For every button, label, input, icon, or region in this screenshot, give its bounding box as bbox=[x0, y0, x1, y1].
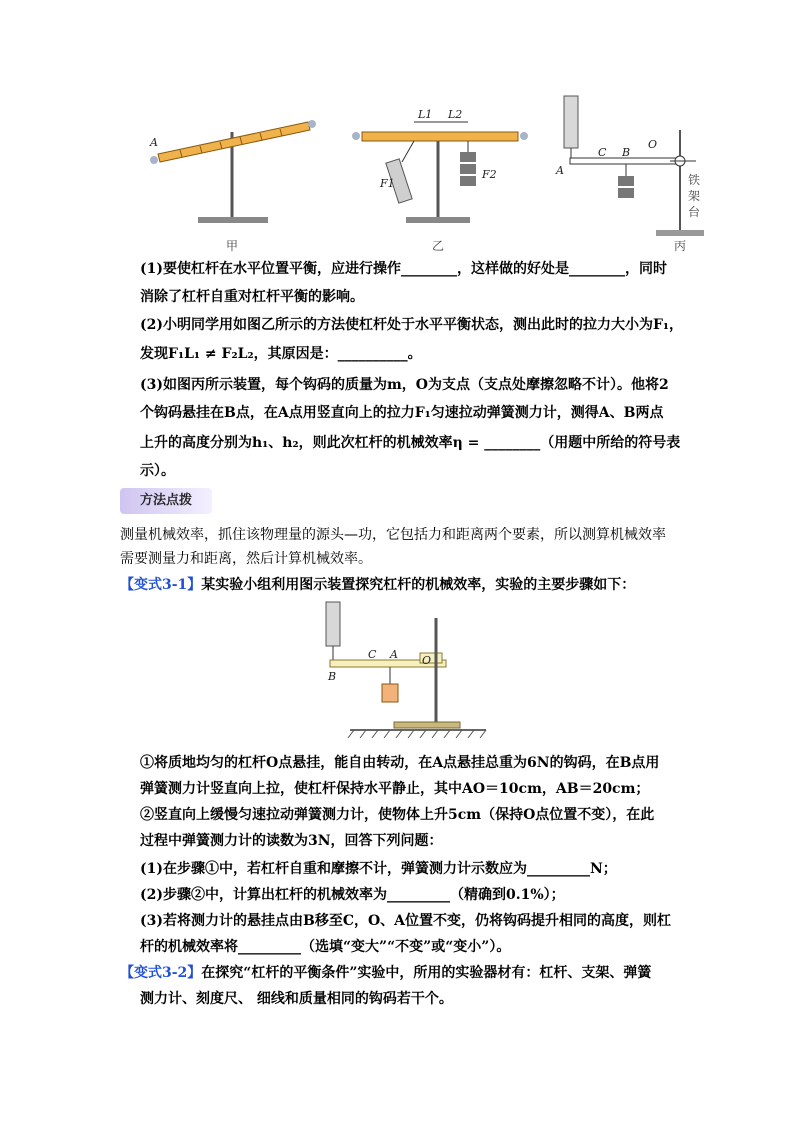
label-l2: L2 bbox=[448, 108, 463, 121]
variant2-heading bbox=[120, 962, 651, 982]
caption-bing: 丙 bbox=[674, 239, 687, 253]
fig-label-a: A bbox=[390, 648, 398, 661]
q3-line-d: 示）。 bbox=[140, 463, 175, 479]
method-badge: 方法点拨 bbox=[120, 488, 212, 514]
variant1-tag: 【变式3-1】 bbox=[120, 577, 202, 593]
part2-line: (2)步骤②中，计算出杠杆的机械效率为_________（精确到0.1%）； bbox=[140, 887, 565, 903]
method-text-b: 需要测量力和距离，然后计算机械效率。 bbox=[120, 551, 372, 567]
variant2-text-a: 在探究“杠杆的平衡条件”实验中，所用的实验器材有：杠杆、支架、弹簧 bbox=[201, 965, 652, 981]
label-a-bing: A bbox=[556, 164, 564, 177]
q3-line-b: 个钩码悬挂在B点，在A点用竖直向上的拉力F₁匀速拉动弹簧测力计，测得A、B两点 bbox=[140, 405, 664, 421]
variant2-text-b: 测力计、刻度尺、 细线和质量相同的钩码若干个。 bbox=[140, 991, 453, 1007]
label-f2: F2 bbox=[482, 168, 497, 181]
step2-line-a: ②竖直向上缓慢匀速拉动弹簧测力计，使物体上升5cm（保持O点位置不变），在此 bbox=[140, 807, 655, 823]
figure-jia bbox=[149, 120, 316, 253]
label-l1: L1 bbox=[418, 108, 433, 121]
caption-yi: 乙 bbox=[432, 239, 445, 253]
figure-bing bbox=[555, 96, 704, 253]
part1-line: (1)在步骤①中，若杠杆自重和摩擦不计，弹簧测力计示数应为_________N； bbox=[140, 861, 617, 877]
variant1-figure bbox=[318, 598, 502, 744]
stand-char-3: 台 bbox=[688, 205, 701, 219]
variant1-title: 某实验小组利用图示装置探究杠杆的机械效率，实验的主要步骤如下： bbox=[201, 577, 636, 593]
fig-label-b: B bbox=[328, 670, 337, 683]
stand-char-2: 架 bbox=[688, 189, 701, 203]
label-b: B bbox=[622, 146, 631, 159]
q2-line-b: 发现F₁L₁ ≠ F₂L₂，其原因是：__________。 bbox=[140, 346, 422, 362]
figure-yi bbox=[352, 108, 528, 253]
caption-jia: 甲 bbox=[226, 239, 239, 253]
variant1-heading bbox=[120, 574, 635, 594]
q1-line-a: (1)要使杠杆在水平位置平衡，应进行操作________，这样做的好处是________，同时 bbox=[140, 261, 667, 277]
label-o: O bbox=[648, 138, 658, 151]
lever-figures-top bbox=[140, 92, 720, 257]
method-text-a: 测量机械效率，抓住该物理量的源头—功，它包括力和距离两个要素，所以测算机械效率 bbox=[120, 527, 666, 543]
stand-char-1: 铁 bbox=[688, 173, 701, 187]
fig-label-o: O bbox=[422, 654, 432, 667]
q3-line-a: (3)如图丙所示装置，每个钩码的质量为m，O为支点（支点处摩擦忽略不计）。他将2 bbox=[140, 377, 669, 393]
q1-line-b: 消除了杠杆自重对杠杆平衡的影响。 bbox=[140, 289, 364, 305]
part3-line-a: (3)若将测力计的悬挂点由B移至C，O、A位置不变，仍将钩码提升相同的高度，则杠 bbox=[140, 913, 672, 929]
part3-line-b: 杆的机械效率将_________（选填“变大”“不变”或“变小”）。 bbox=[140, 939, 511, 955]
step2-line-b: 过程中弹簧测力计的读数为3N，回答下列问题： bbox=[140, 833, 443, 849]
q3-line-c: 上升的高度分别为h₁、h₂，则此次杠杆的机械效率η = ________（用题中所给的符号表 bbox=[140, 435, 681, 451]
label-a-jia: A bbox=[150, 136, 158, 149]
variant2-tag: 【变式3-2】 bbox=[120, 965, 202, 981]
label-c: C bbox=[598, 146, 607, 159]
q2-line-a: (2)小明同学用如图乙所示的方法使杠杆处于水平平衡状态，测出此时的拉力大小为F₁， bbox=[140, 317, 684, 333]
fig-label-c: C bbox=[368, 648, 377, 661]
step1-line-a: ①将质地均匀的杠杆O点悬挂，能自由转动，在A点悬挂总重为6N的钩码，在B点用 bbox=[140, 755, 660, 771]
label-f1: F1 bbox=[380, 177, 395, 190]
step1-line-b: 弹簧测力计竖直向上拉，使杠杆保持水平静止，其中AO＝10cm，AB＝20cm； bbox=[140, 781, 650, 797]
